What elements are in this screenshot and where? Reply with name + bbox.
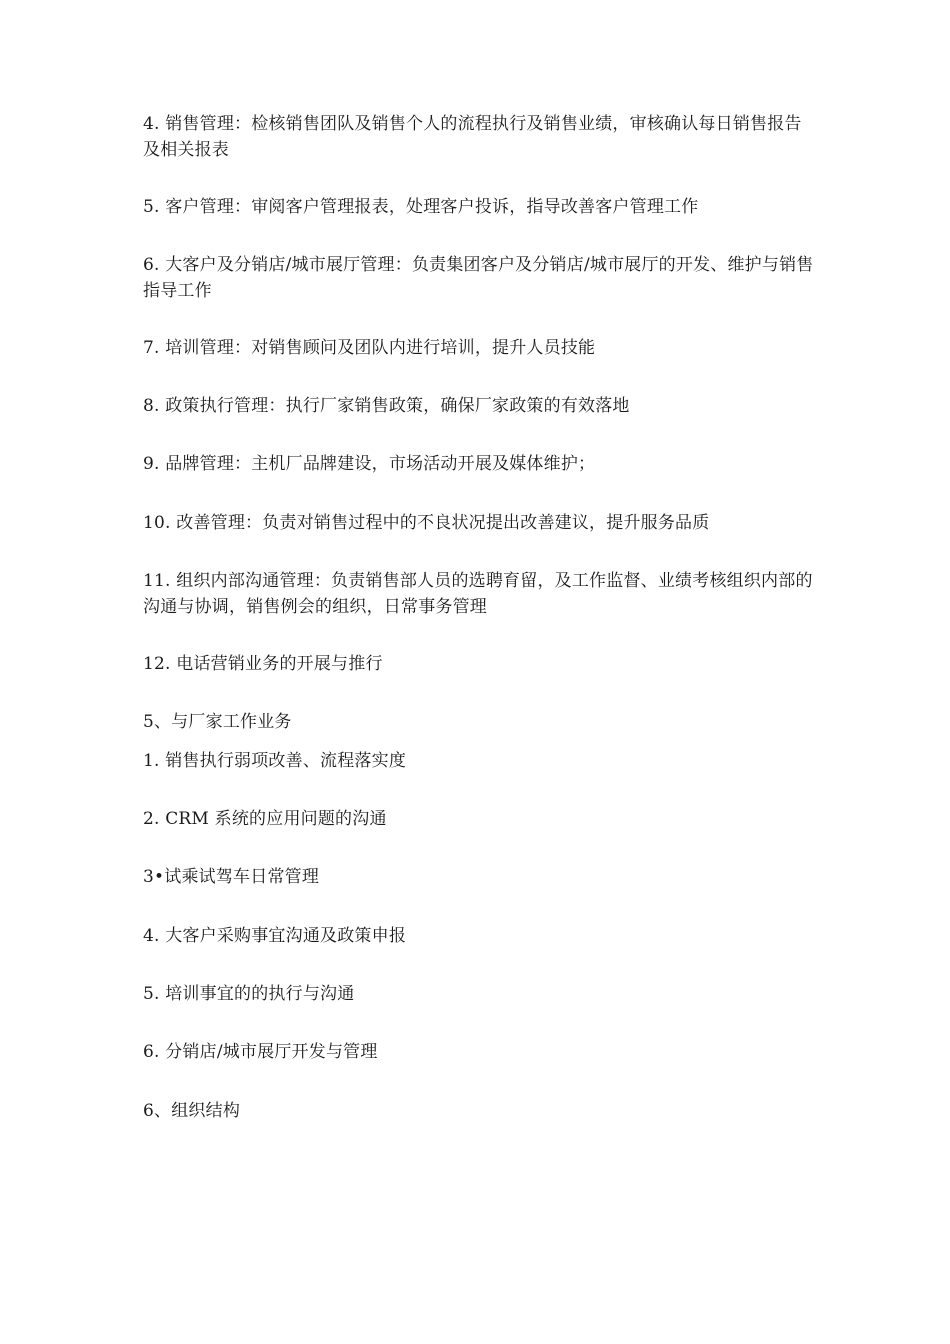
item-test-drive-management: 3•试乘试驾车日常管理 xyxy=(143,867,320,887)
item-improvement-management: 10. 改善管理：负责对销售过程中的不良状况提出改善建议，提升服务品质 xyxy=(143,513,710,533)
item-internal-communication: 11. 组织内部沟通管理：负责销售部人员的选聘育留，及工作监督、业绩考核组织内部的沟通与协调，销售例会的组织，日常事务管理 xyxy=(143,571,813,617)
item-key-account-procurement: 4. 大客户采购事宜沟通及政策申报 xyxy=(143,926,407,946)
item-telemarketing: 12. 电话营销业务的开展与推行 xyxy=(143,654,383,674)
item-crm-communication: 2. CRM 系统的应用问题的沟通 xyxy=(143,809,387,829)
item-training-execution: 5. 培训事宜的的执行与沟通 xyxy=(143,984,355,1004)
section-heading-manufacturer-work: 5、与厂家工作业务 xyxy=(143,712,292,732)
item-policy-execution: 8. 政策执行管理：执行厂家销售政策，确保厂家政策的有效落地 xyxy=(143,396,630,416)
item-training-management: 7. 培训管理：对销售顾问及团队内进行培训，提升人员技能 xyxy=(143,338,596,358)
item-brand-management: 9. 品牌管理：主机厂品牌建设，市场活动开展及媒体维护； xyxy=(143,454,596,474)
item-branch-development: 6. 分销店/城市展厅开发与管理 xyxy=(143,1042,378,1062)
section-heading-org-structure: 6、组织结构 xyxy=(143,1101,241,1121)
item-sales-execution-improvement: 1. 销售执行弱项改善、流程落实度 xyxy=(143,751,407,771)
item-customer-management: 5. 客户管理：审阅客户管理报表，处理客户投诉，指导改善客户管理工作 xyxy=(143,197,699,217)
item-key-account-management: 6. 大客户及分销店/城市展厅管理：负责集团客户及分销店/城市展厅的开发、维护与销售指导工作 xyxy=(143,255,814,301)
item-sales-management: 4. 销售管理：检核销售团队及销售个人的流程执行及销售业绩，审核确认每日销售报告及相关报表 xyxy=(143,114,802,160)
